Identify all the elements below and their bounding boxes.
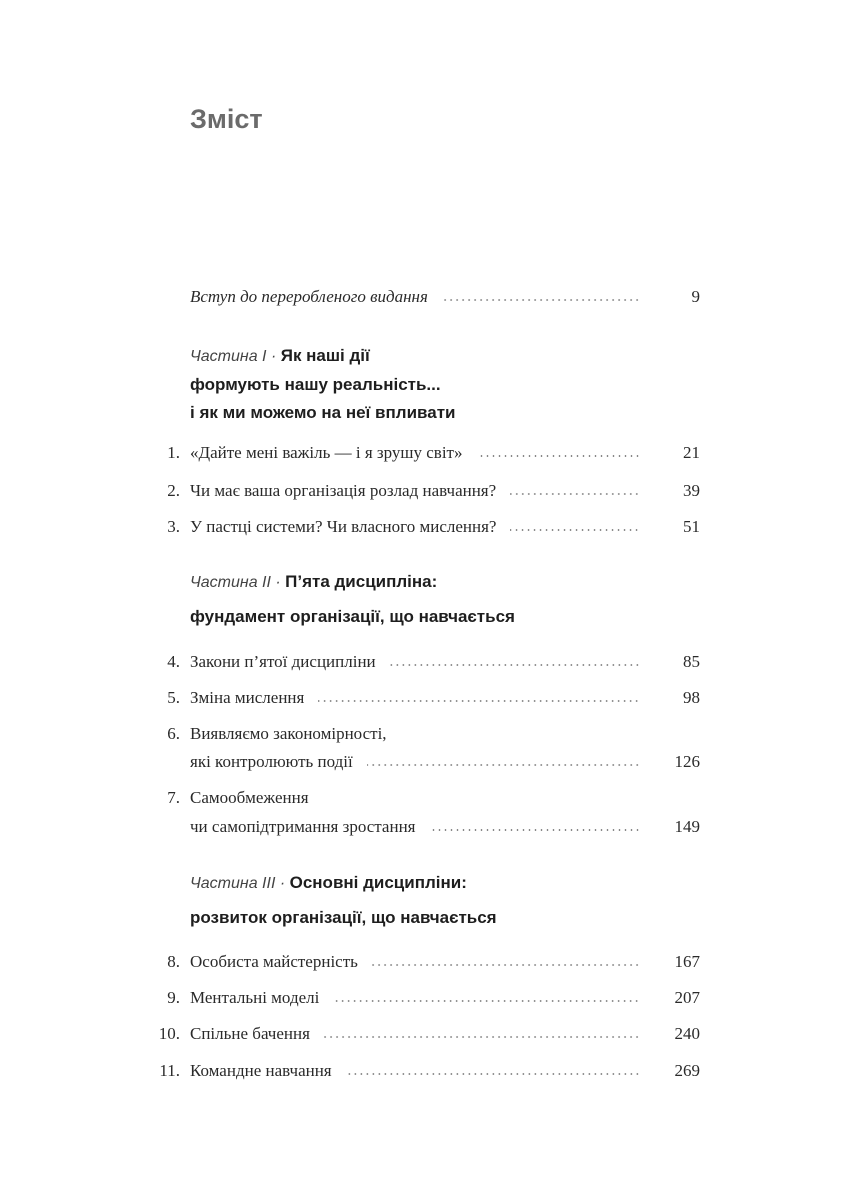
separator: · xyxy=(266,348,281,365)
entry-title: Самообмеження xyxy=(190,788,309,807)
chapter-number: 9. xyxy=(167,988,180,1007)
dot-leader xyxy=(477,455,641,457)
dot-leader xyxy=(510,493,640,495)
entry-title: Виявляємо закономірності, xyxy=(190,724,387,743)
part-title: Основні дисципліни: xyxy=(289,873,467,892)
toc-entry[interactable] xyxy=(0,478,849,504)
page-number: 269 xyxy=(674,1061,700,1080)
dot-leader xyxy=(442,299,640,301)
part-title: розвиток організації, що навчається xyxy=(190,908,497,927)
entry-title: Чи має ваша організація розлад навчання? xyxy=(190,481,497,500)
page-number: 9 xyxy=(691,287,700,306)
entry-title: чи самопідтримання зростання xyxy=(190,817,416,836)
dot-leader xyxy=(318,700,640,702)
entry-title: У пастці системи? Чи власного мислення? xyxy=(190,517,497,536)
part-heading-3 xyxy=(190,869,497,932)
part-heading-1 xyxy=(190,342,455,427)
toc-entry[interactable] xyxy=(0,721,849,747)
entry-title: Командне навчання xyxy=(190,1061,332,1080)
toc-entry-intro[interactable] xyxy=(0,284,849,310)
part-label: Частина II xyxy=(190,574,271,591)
separator: · xyxy=(270,574,286,591)
entry-title: Особиста майстерність xyxy=(190,952,358,971)
dot-leader xyxy=(372,964,640,966)
part-heading-2 xyxy=(190,568,515,631)
chapter-number: 1. xyxy=(167,443,180,462)
toc-entry[interactable] xyxy=(0,649,849,675)
entry-title: Ментальні моделі xyxy=(190,988,320,1007)
page-number: 21 xyxy=(683,443,700,462)
page-number: 149 xyxy=(674,817,700,836)
chapter-number: 2. xyxy=(167,481,180,500)
entry-title: Вступ до переробленого видання xyxy=(190,287,428,306)
dot-leader xyxy=(390,664,640,666)
page-number: 39 xyxy=(683,481,700,500)
part-title: П’ята дисципліна: xyxy=(285,572,438,591)
chapter-number: 4. xyxy=(167,652,180,671)
dot-leader xyxy=(324,1036,640,1038)
chapter-number: 6. xyxy=(167,724,180,743)
chapter-number: 8. xyxy=(167,952,180,971)
chapter-number: 3. xyxy=(167,517,180,536)
part-title: і як ми можемо на неї впливати xyxy=(190,403,456,422)
part-label: Частина III xyxy=(190,875,276,892)
page-number: 126 xyxy=(674,752,700,771)
chapter-number: 11. xyxy=(159,1061,180,1080)
page-number: 51 xyxy=(683,517,700,536)
entry-title: «Дайте мені важіль — і я зрушу світ» xyxy=(190,443,463,462)
entry-title: Зміна мислення xyxy=(190,688,305,707)
toc-entry[interactable] xyxy=(0,1058,849,1084)
entry-title: які контролюють події xyxy=(190,752,353,771)
page-number: 98 xyxy=(683,688,700,707)
dot-leader xyxy=(430,829,641,831)
toc-entry[interactable] xyxy=(0,514,849,540)
dot-leader xyxy=(510,529,640,531)
page-number: 207 xyxy=(674,988,700,1007)
dot-leader xyxy=(333,1000,640,1002)
part-title: фундамент організації, що навчається xyxy=(190,607,515,626)
chapter-number: 5. xyxy=(167,688,180,707)
toc-entry-continuation[interactable] xyxy=(0,814,849,840)
page-number: 85 xyxy=(683,652,700,671)
toc-entry[interactable] xyxy=(0,440,849,466)
page-number: 240 xyxy=(674,1024,700,1043)
part-label: Частина I xyxy=(190,348,267,365)
dot-leader xyxy=(346,1073,640,1075)
toc-entry[interactable] xyxy=(0,785,849,811)
dot-leader xyxy=(367,764,640,766)
toc-entry[interactable] xyxy=(0,685,849,711)
entry-title: Спільне бачення xyxy=(190,1024,310,1043)
page-title: Зміст xyxy=(190,104,263,134)
toc-entry[interactable] xyxy=(0,985,849,1011)
page-number: 167 xyxy=(674,952,700,971)
part-title: Як наші дії xyxy=(280,346,370,365)
toc-entry-continuation[interactable] xyxy=(0,749,849,775)
separator: · xyxy=(275,875,290,892)
toc-entry[interactable] xyxy=(0,1021,849,1047)
part-title: формують нашу реальність... xyxy=(190,375,441,394)
entry-title: Закони п’ятої дисципліни xyxy=(190,652,376,671)
chapter-number: 7. xyxy=(167,788,180,807)
chapter-number: 10. xyxy=(158,1024,180,1043)
toc-entry[interactable] xyxy=(0,949,849,975)
